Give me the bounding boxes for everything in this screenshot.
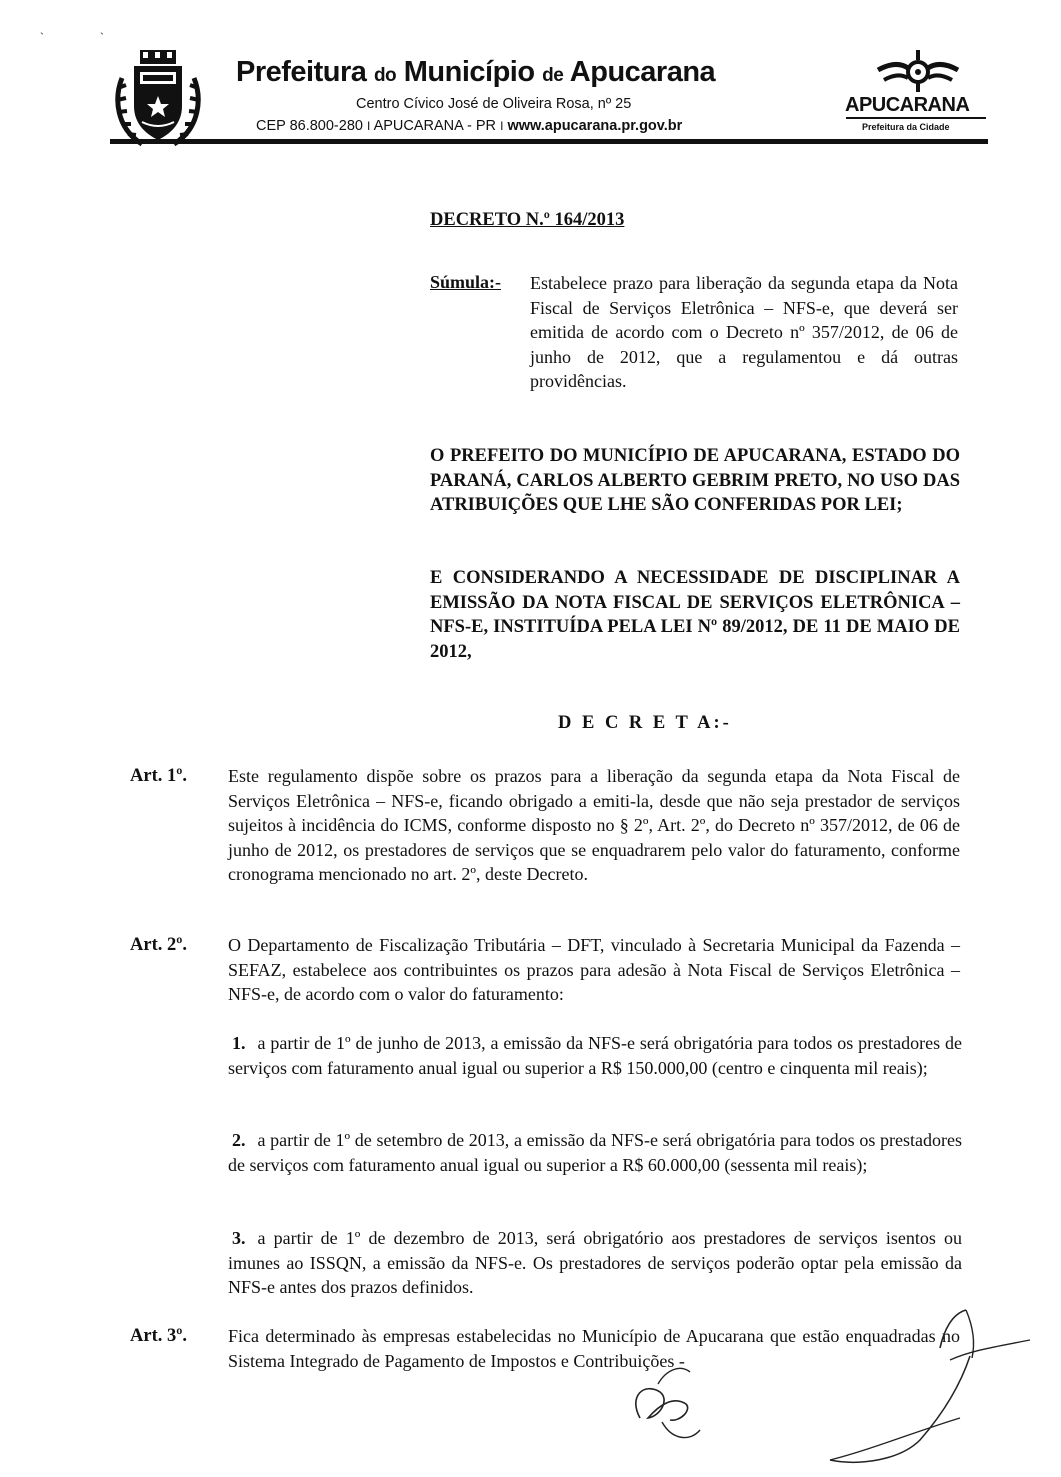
list-item-text: a partir de 1º de dezembro de 2013, será obrigatório aos prestadores de serviços isentos ou imunes ao ISSQN, a emissão da NFS-e. Os prestadores de serviços poderão optar pela emissão da NFS-e antes dos prazos definidos. (228, 1228, 962, 1297)
header-title-part: do (373, 65, 397, 86)
header-address-line1: Centro Cívico José de Oliveira Rosa, nº 25 (356, 96, 632, 112)
list-item-text: a partir de 1º de setembro de 2013, a emissão da NFS-e será obrigatória para todos os prestadores de serviços com faturamento anual igual ou superior a R$ 60.000,00 (sessenta mil reais); (228, 1130, 962, 1175)
list-item-number: 2. (232, 1130, 246, 1150)
header-title-part: Apucarana (569, 56, 716, 88)
header-title-part: Município (403, 56, 535, 88)
list-item (228, 1226, 962, 1300)
header-separator: I (366, 119, 371, 133)
brand-divider (846, 117, 986, 119)
article-2-text: O Departamento de Fiscalização Tributária – DFT, vinculado à Secretaria Municipal da Fazenda – SEFAZ, estabelece aos contribuintes os prazos para adesão à Nota Fiscal de Serviços Eletrônica – NFS-e, de acordo com o valor do faturamento: (228, 935, 960, 1004)
header-address-line2 (256, 118, 682, 134)
header-cep: CEP 86.800-280 (256, 118, 363, 134)
sumula-text: Estabelece prazo para liberação da segunda etapa da Nota Fiscal de Serviços Eletrônica – NFS-e, que deverá ser emitida de acordo com o Decreto nº 357/2012, de 06 de junho de 2012, que a regulamentou e dá outras providências. (530, 273, 958, 391)
city-logo-icon (876, 50, 960, 99)
header-rule (110, 139, 988, 144)
header-title-part: Prefeitura (236, 56, 367, 88)
article-3-label: Art. 3º. (130, 1326, 187, 1346)
article-1-text: Este regulamento dispõe sobre os prazos para a liberação da segunda etapa da Nota Fiscal de Serviços Eletrônica – NFS-e, ficando obrigado a emiti-la, desde que não seja prestador de serviços sujeitos à incidência do ICMS, conforme disposto no § 2º, Art. 2º, do Decreto nº 357/2012, de 06 de junho de 2012, os prestadores de serviços que se enquadrarem pelo valor do faturamento, conforme cronograma mencionado no art. 2º, deste Decreto. (228, 766, 960, 884)
article-2-label: Art. 2º. (130, 935, 187, 955)
brand-subtitle: Prefeitura da Cidade (862, 122, 950, 132)
article-1-label: Art. 1º. (130, 766, 187, 786)
scan-mark: ` (40, 30, 44, 44)
brand-name: APUCARANA (845, 94, 970, 116)
list-item-text: a partir de 1º de junho de 2013, a emissão da NFS-e será obrigatória para todos os prestadores de serviços com faturamento anual igual ou superior a R$ 150.000,00 (centro e cinquenta mil reais); (228, 1033, 962, 1078)
list-item-number: 3. (232, 1228, 246, 1248)
header-separator: I (500, 119, 504, 133)
list-item-number: 1. (232, 1033, 246, 1053)
header-title (236, 56, 715, 89)
document-title: DECRETO N.º 164/2013 (430, 210, 625, 230)
list-item (228, 1031, 962, 1080)
header-title-part: de (542, 65, 564, 86)
list-item (228, 1128, 962, 1177)
scan-mark: ` (100, 30, 104, 44)
sumula-label: Súmula:- (430, 272, 502, 292)
article-3-text: Fica determinado às empresas estabelecidas no Município de Apucarana que estão enquadradas no Sistema Integrado de Pagamento de Impostos e Contribuições - (228, 1326, 960, 1371)
decreta-heading: D E C R E T A:- (558, 713, 732, 733)
signature-initials-icon (600, 1300, 1040, 1475)
header-city: APUCARANA - PR (373, 118, 497, 134)
preamble-prefeito: O PREFEITO DO MUNICÍPIO DE APUCARANA, ESTADO DO PARANÁ, CARLOS ALBERTO GEBRIM PRETO, NO USO DAS ATRIBUIÇÕES QUE LHE SÃO CONFERIDAS POR LEI; (430, 446, 960, 515)
preamble-considerando: E CONSIDERANDO A NECESSIDADE DE DISCIPLINAR A EMISSÃO DA NOTA FISCAL DE SERVIÇOS ELETRÔNICA – NFS-E, INSTITUÍDA PELA LEI Nº 89/2012, DE 11 DE MAIO DE 2012, (430, 568, 960, 662)
coat-of-arms-icon (112, 48, 204, 153)
header-website: www.apucarana.pr.gov.br (507, 118, 683, 134)
